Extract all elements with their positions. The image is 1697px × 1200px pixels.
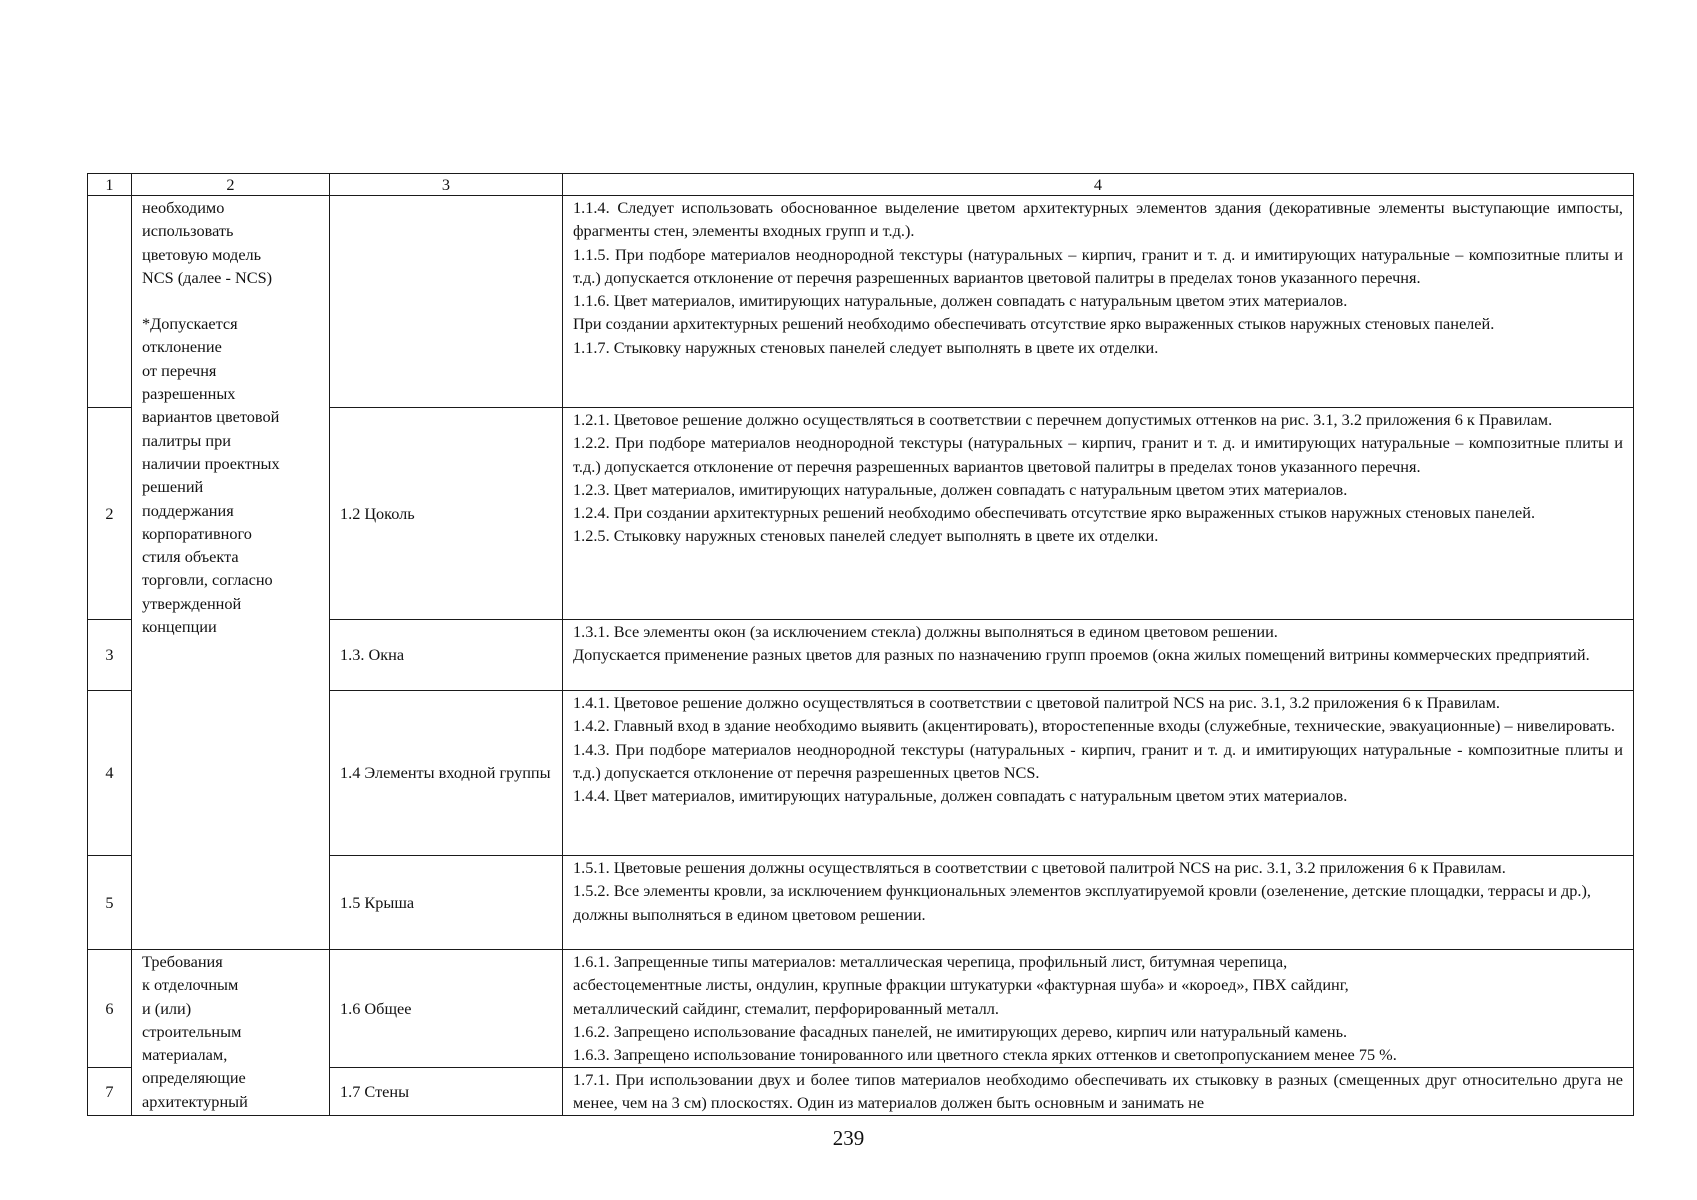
group-line-spacer (142, 289, 329, 312)
group-line: архитектурный (142, 1091, 248, 1111)
group-line: NCS (далее - NCS) (142, 267, 273, 287)
group-line: отклонение (142, 337, 222, 357)
group-line: наличии проектных (142, 453, 280, 473)
desc-paragraph: 1.2.2. При подборе материалов неоднородной текстуры (натуральных – кирпич, гранит и т. д. и имитирующих натуральные – композитные плиты и т.д.) допускается отклонение от перечня разрешенных вариантов цветовой палитры в пределах тонов указанного перечня. (573, 433, 1623, 476)
desc-paragraph: 1.4.3. При подборе материалов неоднородной текстуры (натуральных - кирпич, гранит и т. д. и имитирующих натуральные - композитные плиты и т.д.) допускается отклонение от перечня разрешенных цветов NCS. (573, 739, 1623, 782)
row-number: 5 (88, 856, 132, 950)
group-line: необходимо (142, 198, 225, 217)
group-description-materials (132, 950, 330, 1116)
row-item: 1.6 Общее (330, 950, 563, 1068)
group-line: и (или) (142, 998, 192, 1018)
row-description (563, 408, 1634, 620)
desc-paragraph: 1.6.1. Запрещенные типы материалов: металлическая черепица, профильный лист, битумная черепица, (573, 952, 1288, 971)
group-line: *Допускается (142, 314, 238, 334)
group-line: разрешенных (142, 384, 236, 404)
row-number: 2 (88, 408, 132, 620)
group-line: концепции (142, 617, 217, 637)
group-line: строительным (142, 1021, 242, 1041)
header-row (88, 174, 1634, 196)
desc-paragraph: 1.1.7. Стыковку наружных стеновых панелей следует выполнять в цвете их отделки. (573, 337, 1159, 357)
row-description (563, 691, 1634, 856)
group-line: палитры при (142, 430, 231, 450)
desc-paragraph: 1.5.1. Цветовые решения должны осуществляться в соответствии с цветовой палитрой NCS на рис. 3.1, 3.2 приложения 6 к Правилам. (573, 858, 1506, 877)
desc-paragraph: 1.4.1. Цветовое решение должно осуществляться в соответствии с цветовой палитрой NCS на рис. 3.1, 3.2 приложения 6 к Правилам. (573, 693, 1501, 712)
row-item: 1.2 Цоколь (330, 408, 563, 620)
row-number: 3 (88, 620, 132, 691)
requirements-table (87, 173, 1634, 1116)
group-line: к отделочным (142, 975, 239, 995)
table-row (88, 196, 1634, 408)
row-item (330, 196, 563, 408)
desc-paragraph: 1.1.4. Следует использовать обоснованное выделение цветом архитектурных элементов здания (декоративные элементы выступающие импосты, фрагменты стен, элементы входных групп и т.д.). (573, 198, 1623, 241)
row-description (563, 1068, 1634, 1116)
desc-paragraph: 1.2.3. Цвет материалов, имитирующих натуральные, должен совпадать с натуральным цветом этих материалов. (573, 479, 1348, 499)
row-item: 1.4 Элементы входной группы (330, 691, 563, 856)
header-cell-2: 2 (132, 174, 330, 196)
row-description (563, 856, 1634, 950)
desc-paragraph: асбестоцементные листы, ондулин, крупные фракции штукатурки «фактурная шуба» и «короед», ПВХ сайдинг, (573, 975, 1349, 995)
group-line: корпоративного (142, 523, 252, 543)
page-number: 239 (832, 1126, 865, 1150)
desc-paragraph: 1.2.1. Цветовое решение должно осуществляться в соответствии с перечнем допустимых оттенков на рис. 3.1, 3.2 приложения 6 к Правилам. (573, 410, 1553, 429)
group-line: Требования (142, 952, 223, 971)
row-item: 1.5 Крыша (330, 856, 563, 950)
group-line: цветовую модель (142, 244, 262, 264)
desc-paragraph: 1.7.1. При использовании двух и более типов материалов необходимо обеспечивать их стыковку в разных (смещенных друг относительно друга не менее, чем на 3 см) плоскостях. Один из материалов должен быть основным и занимать не (573, 1070, 1623, 1113)
desc-paragraph: 1.1.5. При подборе материалов неоднородной текстуры (натуральных – кирпич, гранит и т. д. и имитирующих натуральные – композитные плиты и т.д.) допускается отклонение от перечня разрешенных вариантов цветовой палитры в пределах тонов указанного перечня. (573, 244, 1623, 287)
desc-paragraph: Допускается применение разных цветов для разных по назначению групп проемов (окна жилых помещений витрины коммерческих предприятий. (573, 645, 1590, 665)
group-line: от перечня (142, 360, 217, 380)
header-cell-1: 1 (88, 174, 132, 196)
table-row (88, 950, 1634, 1068)
desc-paragraph: 1.3.1. Все элементы окон (за исключением стекла) должны выполняться в едином цветовом решении. (573, 622, 1278, 641)
header-cell-3: 3 (330, 174, 563, 196)
desc-paragraph: 1.4.2. Главный вход в здание необходимо выявить (акцентировать), второстепенные входы (служебные, технические, эвакуационные) – нивелировать. (573, 716, 1615, 736)
row-number (88, 196, 132, 408)
desc-paragraph: 1.6.2. Запрещено использование фасадных панелей, не имитирующих дерево, кирпич или натуральный камень. (573, 1021, 1348, 1041)
desc-paragraph: металлический сайдинг, стемалит, перфорированный металл. (573, 998, 999, 1018)
row-item: 1.3. Окна (330, 620, 563, 691)
group-line: определяющие (142, 1068, 246, 1088)
row-item: 1.7 Стены (330, 1068, 563, 1116)
row-description (563, 196, 1634, 408)
row-description (563, 950, 1634, 1068)
group-line: поддержания (142, 500, 234, 520)
desc-paragraph: 1.1.6. Цвет материалов, имитирующих натуральные, должен совпадать с натуральным цветом этих материалов. (573, 291, 1348, 311)
group-line: использовать (142, 221, 234, 241)
desc-paragraph: 1.4.4. Цвет материалов, имитирующих натуральные, должен совпадать с натуральным цветом этих материалов. (573, 786, 1348, 806)
row-number: 4 (88, 691, 132, 856)
row-number: 7 (88, 1068, 132, 1116)
group-description-colour (132, 196, 330, 950)
group-line: утвержденной (142, 593, 242, 613)
desc-paragraph: При создании архитектурных решений необходимо обеспечивать отсутствие ярко выраженных стыков наружных стеновых панелей. (573, 314, 1495, 334)
group-line: торговли, согласно (142, 570, 273, 590)
header-cell-4: 4 (563, 174, 1634, 196)
row-description (563, 620, 1634, 691)
desc-paragraph: 1.6.3. Запрещено использование тонированного или цветного стекла ярких оттенков и светопропусканием менее 75 %. (573, 1045, 1397, 1065)
group-line: стиля объекта (142, 547, 239, 567)
desc-paragraph: 1.2.5. Стыковку наружных стеновых панелей следует выполнять в цвете их отделки. (573, 526, 1159, 546)
desc-paragraph: 1.5.2. Все элементы кровли, за исключением функциональных элементов эксплуатируемой кровли (озеленение, детские площадки, террасы и др.), должны выполняться в едином цветовом решении. (573, 881, 1591, 924)
desc-paragraph: 1.2.4. При создании архитектурных решений необходимо обеспечивать отсутствие ярко выраженных стыков наружных стеновых панелей. (573, 503, 1536, 523)
group-line: вариантов цветовой (142, 407, 280, 427)
group-line: материалам, (142, 1045, 228, 1065)
group-line: решений (142, 477, 204, 497)
row-number: 6 (88, 950, 132, 1068)
